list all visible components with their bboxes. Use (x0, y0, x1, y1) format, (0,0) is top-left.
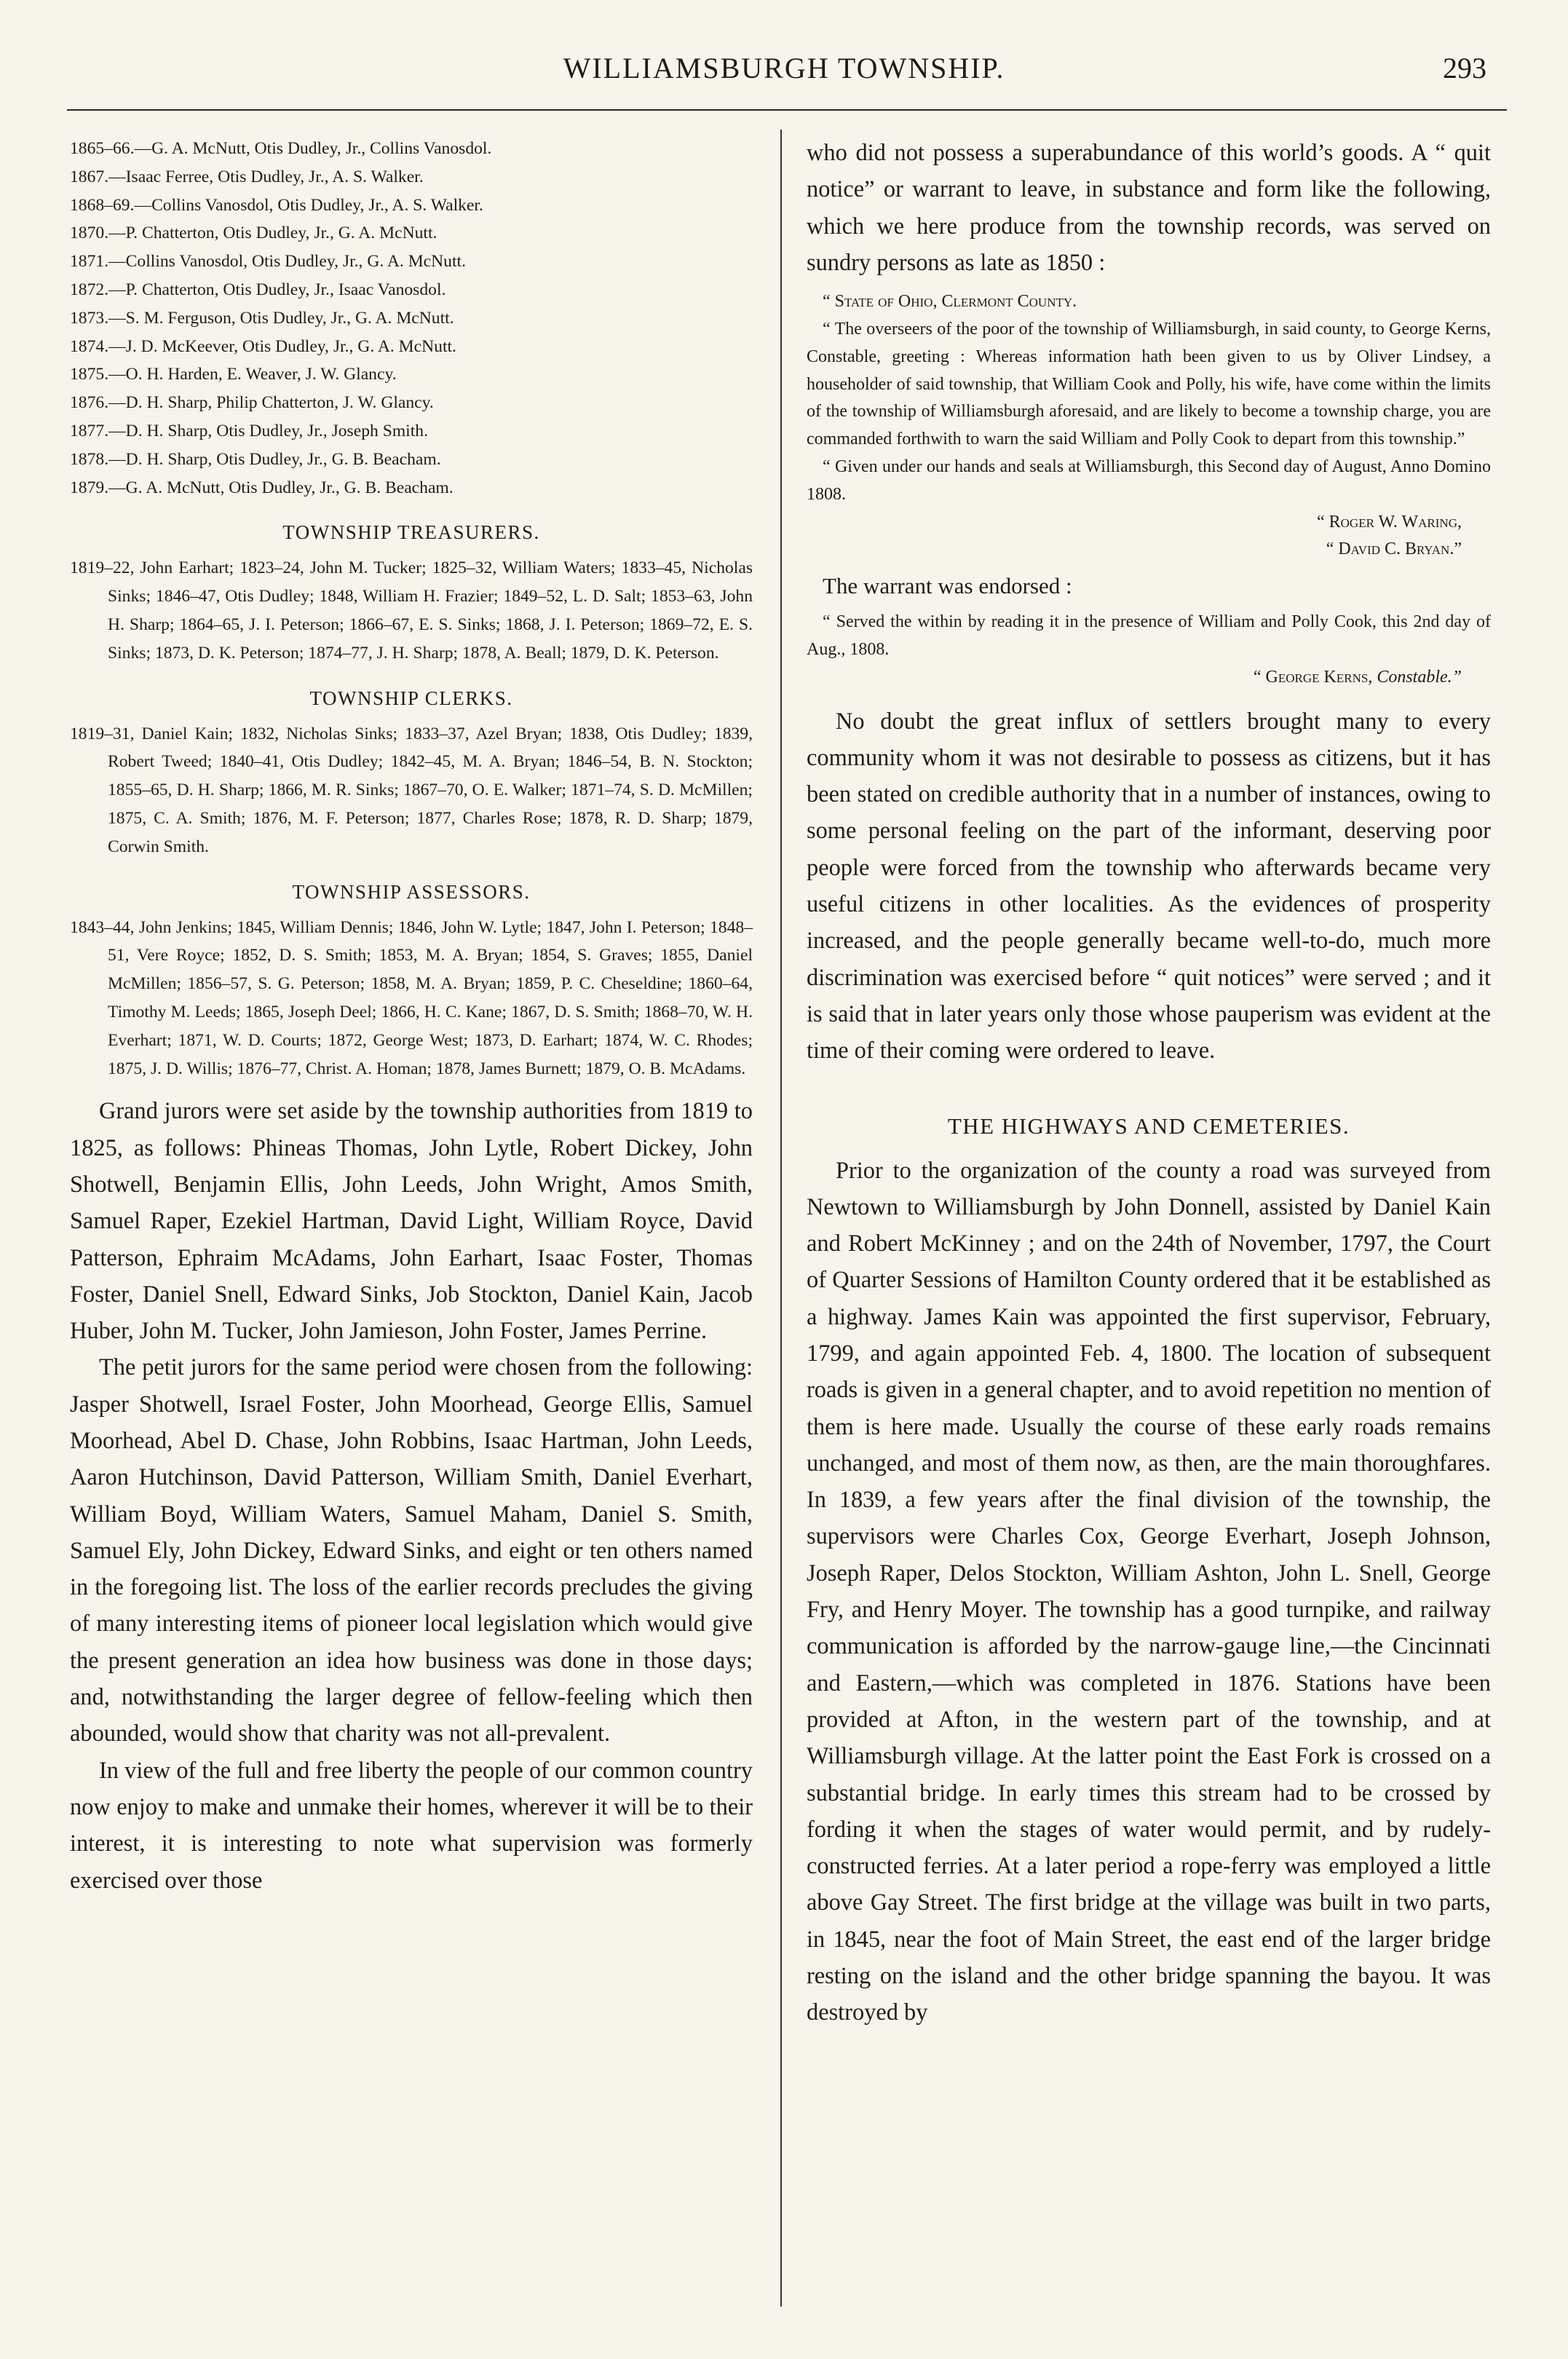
highways-heading: THE HIGHWAYS AND CEMETERIES. (947, 1113, 1350, 1139)
list-item: 1876.—D. H. Sharp, Philip Chatterton, J. W. Glancy. (70, 393, 434, 413)
list-item: 1867.—Isaac Ferree, Otis Dudley, Jr., A. S. Walker. (70, 167, 424, 186)
quote-paragraph: “ The overseers of the poor of the township of Williamsburgh, in said county, to George Kerns, Constable, greeting : Whereas information hath been given to us by Oliver Lindsey, a householder of said township, that William Cook and Polly, his wife, have come within the limits of the township of Williamsburgh aforesaid, and are likely to become a township charge, you are commanded forthwith to warn the said William and Polly Cook to depart from this township.” (807, 319, 1491, 449)
right-body-top (807, 135, 1491, 281)
signature-title: Constable.” (1377, 667, 1462, 687)
signature-name: “ George Kerns, (1253, 667, 1377, 687)
list-item: 1865–66.—G. A. McNutt, Otis Dudley, Jr., Collins Vanosdol. (70, 139, 492, 158)
list-item: 1870.—P. Chatterton, Otis Dudley, Jr., G. A. McNutt. (70, 224, 437, 243)
officer-list (70, 135, 753, 1083)
page-header (0, 45, 1568, 96)
list-item: 1879.—G. A. McNutt, Otis Dudley, Jr., G. B. Beacham. (70, 478, 454, 497)
paragraph-liberty: In view of the full and free liberty the people of our common country now enjoy to make and unmake their homes, wherever it will be to their interest, it is interesting to note what supervision was formerly exercised over those (70, 1757, 753, 1894)
endorsement-quote (807, 609, 1491, 691)
paragraph-grand-jurors: Grand jurors were set aside by the township authorities from 1819 to 1825, as follows: Phineas Thomas, John Lytle, Robert Dickey, John Shotwell, Benjamin Ellis, John Leeds, John Wright, Amos Smith, Samuel Raper, Ezekiel Hartman, David Light, William Royce, David Patterson, Ephraim McAdams, John Earhart, Isaac Foster, Thomas Foster, Daniel Snell, Edward Sinks, Job Stockton, Daniel Kain, Jacob Huber, John M. Tucker, John Jamieson, John Foster, James Perrine. (70, 1098, 753, 1345)
column-divider (780, 130, 782, 2307)
quit-notice-quote (807, 288, 1491, 564)
list-item: 1875.—O. H. Harden, E. Weaver, J. W. Glancy. (70, 365, 397, 384)
left-column (70, 135, 753, 1899)
list-item: 1868–69.—Collins Vanosdol, Otis Dudley, Jr., A. S. Walker. (70, 195, 483, 215)
header-rule (67, 109, 1507, 111)
page-number: 293 (1443, 52, 1486, 84)
list-item: 1873.—S. M. Ferguson, Otis Dudley, Jr., G. A. McNutt. (70, 308, 454, 328)
quote-paragraph: “ Given under our hands and seals at Williamsburgh, this Second day of August, Anno Domino 1808. (807, 457, 1491, 504)
right-body-middle (807, 703, 1491, 1070)
signature: “ Roger W. Waring, (1316, 512, 1462, 532)
assessors-heading: TOWNSHIP ASSESSORS. (292, 880, 531, 903)
signature: “ David C. Bryan.” (1326, 540, 1462, 559)
signature (807, 664, 1491, 692)
paragraph-influx: No doubt the great influx of settlers brought many to every community whom it was not desirable to possess as citizens, but it has been stated on credible authority that in a number of instances, owing to some personal feeling on the part of the informant, deserving poor people were forced from the township who afterwards became very useful citizens in other localities. As the evidences of prosperity increased, and the people generally became well-to-do, much more discrimination was exercised before “ quit notices” were served ; and it is said that in later years only those whose pauperism was evident at the time of their coming were ordered to leave. (807, 708, 1491, 1064)
right-column (807, 135, 1491, 2031)
left-body-text (70, 1093, 753, 1899)
assessors-list: 1843–44, John Jenkins; 1845, William Dennis; 1846, John W. Lytle; 1847, John I. Peterson; 1848–51, Vere Royce; 1852, D. S. Smith; 1853, M. A. Bryan; 1854, S. Graves; 1855, Daniel McMillen; 1856–57, S. G. Peterson; 1858, M. A. Bryan; 1859, P. C. Cheseldine; 1860–64, Timothy M. Leeds; 1865, Joseph Deel; 1866, H. C. Kane; 1867, D. S. Smith; 1868–70, W. H. Everhart; 1871, W. D. Courts; 1872, George West; 1873, D. Earhart; 1874, W. C. Rhodes; 1875, J. D. Willis; 1876–77, Christ. A. Homan; 1878, James Burnett; 1879, O. B. McAdams. (70, 917, 753, 1078)
right-body-bottom (807, 1153, 1491, 2031)
clerks-heading: TOWNSHIP CLERKS. (309, 687, 513, 709)
quote-heading: “ State of Ohio, Clermont County. (823, 292, 1077, 312)
list-item: 1871.—Collins Vanosdol, Otis Dudley, Jr., G. A. McNutt. (70, 252, 466, 272)
treasurers-heading: TOWNSHIP TREASURERS. (282, 521, 540, 544)
paragraph-highways: Prior to the organization of the county a road was surveyed from Newtown to Williamsburgh by John Donnell, assisted by Daniel Kain and Robert McKinney ; and on the 24th of November, 1797, the Court of Quarter Sessions of Hamilton County ordered that it be established as a highway. James Kain was appointed the first supervisor, February, 1799, and again appointed Feb. 4, 1800. The location of subsequent roads is given in a general chapter, and to avoid repetition no mention of them is here made. Usually the course of these early roads remains unchanged, and most of them now, as then, are the main thoroughfares. In 1839, a few years after the final division of the township, the supervisors were Charles Cox, George Everhart, Joseph Johnson, Joseph Raper, Delos Stockton, William Ashton, John L. Snell, George Fry, and Henry Moyer. The township has a good turnpike, and railway communication is afforded by the narrow-gauge line,—the Cincinnati and Eastern,—which was completed in 1876. Stations have been provided at Afton, in the western part of the township, and at Williamsburgh village. At the latter point the East Fork is crossed on a substantial bridge. In early times this stream had to be crossed by fording it when the stages of water would permit, and by rudely-constructed ferries. At a later period a rope-ferry was employed a little above Gay Street. The first bridge at the village was built in two parts, in 1845, near the foot of Main Street, the east end of the larger bridge resting on the island and the other bridge spanning the bayou. It was destroyed by (807, 1157, 1491, 2026)
paragraph-continued: who did not possess a superabundance of this world’s goods. A “ quit notice” or warrant to leave, in substance and form like the following, which we here produce from the township records, was served on sundry persons as late as 1850 : (807, 140, 1491, 276)
quote-paragraph: “ Served the within by reading it in the presence of William and Polly Cook, this 2nd day of Aug., 1808. (807, 612, 1491, 659)
list-item: 1872.—P. Chatterton, Otis Dudley, Jr., Isaac Vanosdol. (70, 280, 446, 299)
paragraph-petit-jurors: The petit jurors for the same period were chosen from the following: Jasper Shotwell, Israel Foster, John Moorhead, George Ellis, Samuel Moorhead, Abel D. Chase, John Robbins, Isaac Hartman, John Leeds, Aaron Hutchinson, David Patterson, William Smith, Daniel Everhart, William Boyd, William Waters, Samuel Maham, Daniel S. Smith, Samuel Ely, John Dickey, Edward Sinks, and eight or ten others named in the foregoing list. The loss of the earlier records precludes the giving of many interesting items of pioneer local legislation which would give the present generation an idea how business was done in those days; and, notwithstanding the larger degree of fellow-feeling which then abounded, would show that charity was not all-prevalent. (70, 1354, 753, 1747)
running-title: WILLIAMSBURGH TOWNSHIP. (563, 52, 1005, 84)
list-item: 1874.—J. D. McKeever, Otis Dudley, Jr., G. A. McNutt. (70, 336, 456, 356)
list-item: 1878.—D. H. Sharp, Otis Dudley, Jr., G. B. Beacham. (70, 449, 441, 469)
clerks-list: 1819–31, Daniel Kain; 1832, Nicholas Sinks; 1833–37, Azel Bryan; 1838, Otis Dudley; 1839, Robert Tweed; 1840–41, Otis Dudley; 1842–45, M. A. Bryan; 1846–54, B. N. Stockton; 1855–65, D. H. Sharp; 1866, M. R. Sinks; 1867–70, O. E. Walker; 1871–74, S. D. McMillen; 1875, C. A. Smith; 1876, M. F. Peterson; 1877, Charles Rose; 1878, R. D. Sharp; 1879, Corwin Smith. (70, 724, 753, 856)
endorsed-line: The warrant was endorsed : (823, 573, 1072, 599)
list-item: 1877.—D. H. Sharp, Otis Dudley, Jr., Joseph Smith. (70, 421, 428, 440)
treasurers-list: 1819–22, John Earhart; 1823–24, John M. Tucker; 1825–32, William Waters; 1833–45, Nicholas Sinks; 1846–47, Otis Dudley; 1848, William H. Frazier; 1849–52, L. D. Salt; 1853–63, John H. Sharp; 1864–65, J. I. Peterson; 1866–67, E. S. Sinks; 1868, J. I. Peterson; 1869–72, E. S. Sinks; 1873, D. K. Peterson; 1874–77, J. H. Sharp; 1878, A. Beall; 1879, D. K. Peterson. (70, 558, 753, 663)
